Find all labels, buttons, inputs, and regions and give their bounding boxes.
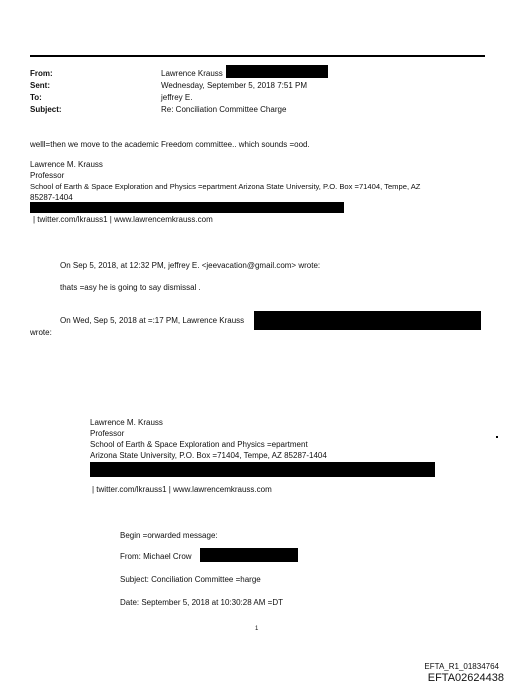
signature-links: | twitter.com/lkrauss1 | www.lawrencemkrauss.com [92, 485, 272, 494]
redaction-bar [254, 311, 481, 330]
forwarded-subject: Subject: Conciliation Committee =harge [120, 575, 261, 584]
signature-title: Professor [90, 429, 125, 438]
from-value: Lawrence Krauss [161, 69, 223, 78]
body-line: welll=then we move to the academic Freedom committee.. which sounds =ood. [30, 140, 310, 149]
scan-mark [496, 436, 498, 438]
signature-links: | twitter.com/lkrauss1 | www.lawrencemkrauss.com [33, 215, 213, 224]
forwarded-date: Date: September 5, 2018 at 10:30:28 AM =DT [120, 598, 283, 607]
forwarded-begin: Begin =orwarded message: [120, 531, 218, 540]
subject-value: Re: Conciliation Committee Charge [161, 105, 287, 114]
quote-intro: On Sep 5, 2018, at 12:32 PM, jeffrey E. <jeevacation@gmail.com> wrote: [60, 261, 321, 270]
quote-intro: On Wed, Sep 5, 2018 at =:17 PM, Lawrence Krauss [60, 316, 245, 325]
quote-wrote: wrote: [30, 328, 52, 337]
signature-title: Professor [30, 171, 65, 180]
subject-label: Subject: [30, 105, 62, 114]
sent-value: Wednesday, September 5, 2018 7:51 PM [161, 81, 308, 90]
footer-id: EFTA02624438 [427, 672, 504, 684]
redaction-bar [226, 65, 328, 78]
sent-label: Sent: [30, 81, 50, 90]
forwarded-from: From: Michael Crow [120, 552, 192, 561]
signature-name: Lawrence M. Krauss [30, 160, 103, 169]
redaction-bar [30, 202, 344, 213]
footer-id: EFTA_R1_01834764 [424, 662, 499, 671]
signature-school: School of Earth & Space Exploration and Physics =epartment [90, 440, 308, 449]
header-rule [30, 55, 485, 57]
redaction-bar [200, 548, 298, 562]
signature-address: Arizona State University, P.O. Box =71404, Tempe, AZ 85287-1404 [90, 451, 327, 460]
to-label: To: [30, 93, 42, 102]
signature-school: School of Earth & Space Exploration and Physics =epartment Arizona State University, P.O. Box =71404, Tempe, AZ [30, 182, 421, 191]
signature-name: Lawrence M. Krauss [90, 418, 163, 427]
from-label: From: [30, 69, 53, 78]
to-value: jeffrey E. [161, 93, 193, 102]
page-number: 1 [255, 626, 259, 632]
signature-zip: 85287-1404 [30, 193, 73, 202]
redaction-bar [90, 462, 435, 477]
quote-text: thats =asy he is going to say dismissal . [60, 283, 201, 292]
